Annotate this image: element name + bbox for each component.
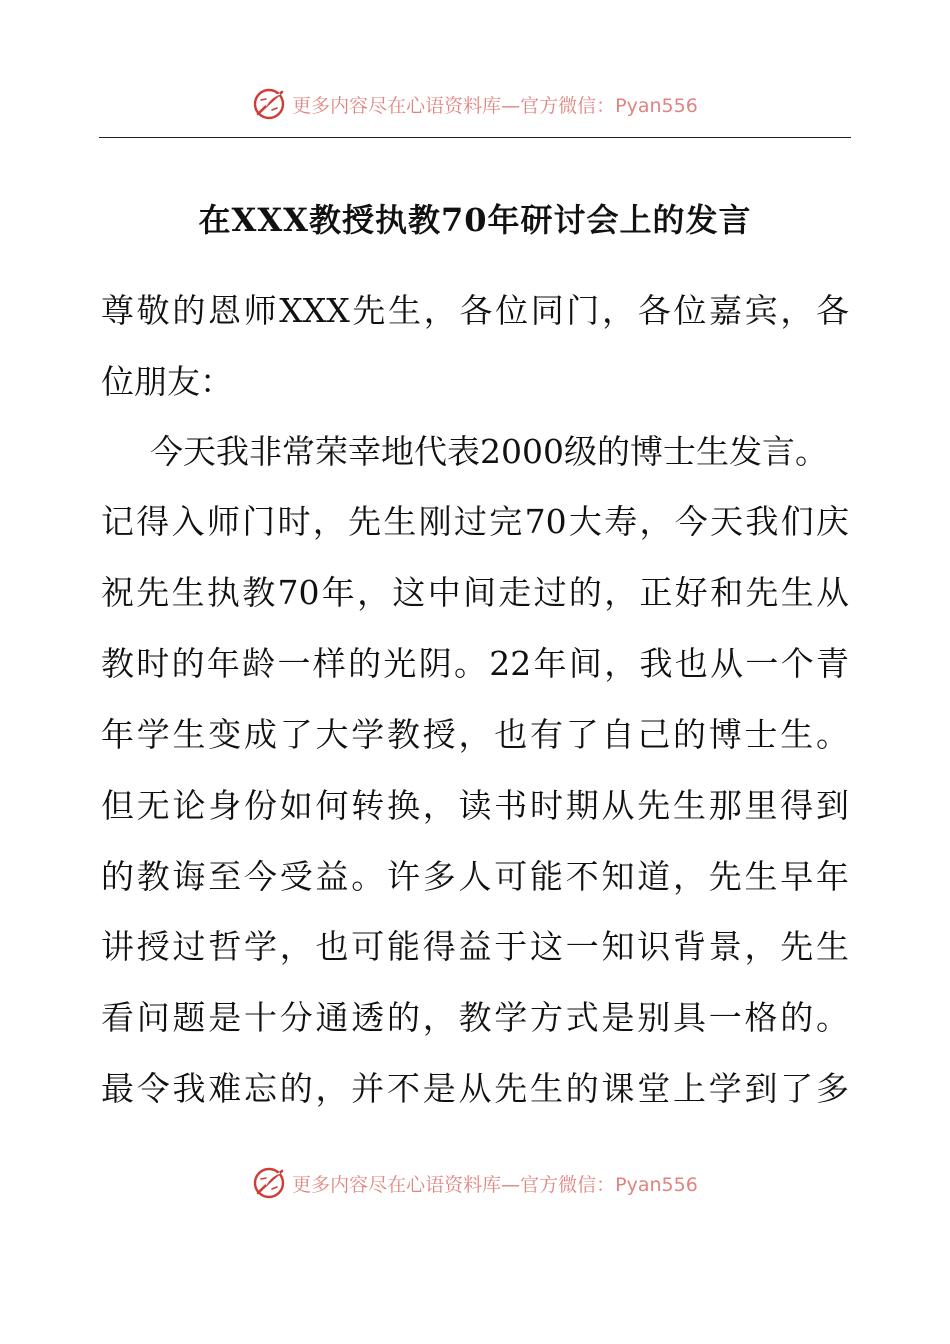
body-text-line: 尊敬的恩师XXX先生，各位同门，各位嘉宾，各 — [101, 291, 849, 330]
body-text-line: 讲授过哲学，也可能得益于这一知识背景，先生 — [101, 927, 849, 966]
watermark-text: 更多内容尽在心语资料库—官方微信：Pyan556 — [292, 1173, 698, 1196]
body-text-line: 记得入师门时，先生刚过完70大寿，今天我们庆 — [101, 502, 849, 541]
body-text-line: 但无论身份如何转换，读书时期从先生那里得到 — [101, 786, 849, 825]
footer-watermark — [0, 1163, 950, 1203]
paragraph-first-line: 今天我非常荣幸地代表2000级的博士生发言。 — [150, 432, 828, 471]
body-text-line: 最令我难忘的，并不是从先生的课堂上学到了多 — [101, 1069, 849, 1108]
document-title: 在XXX教授执教70年研讨会上的发言 — [198, 201, 752, 239]
quill-logo-icon — [252, 87, 286, 121]
watermark-text: 更多内容尽在心语资料库—官方微信：Pyan556 — [292, 94, 698, 117]
header-watermark — [0, 84, 950, 124]
body-text-line: 教时的年龄一样的光阴。22年间，我也从一个青 — [101, 644, 849, 683]
body-text-line: 位朋友： — [101, 362, 233, 401]
header-divider — [99, 137, 851, 138]
body-text-line: 年学生变成了大学教授，也有了自己的博士生。 — [101, 715, 849, 754]
body-text-line: 祝先生执教70年，这中间走过的，正好和先生从 — [101, 573, 849, 612]
body-text-line: 看问题是十分通透的，教学方式是别具一格的。 — [101, 998, 849, 1037]
quill-logo-icon — [252, 1166, 286, 1200]
body-text-line: 的教诲至今受益。许多人可能不知道，先生早年 — [101, 857, 849, 896]
